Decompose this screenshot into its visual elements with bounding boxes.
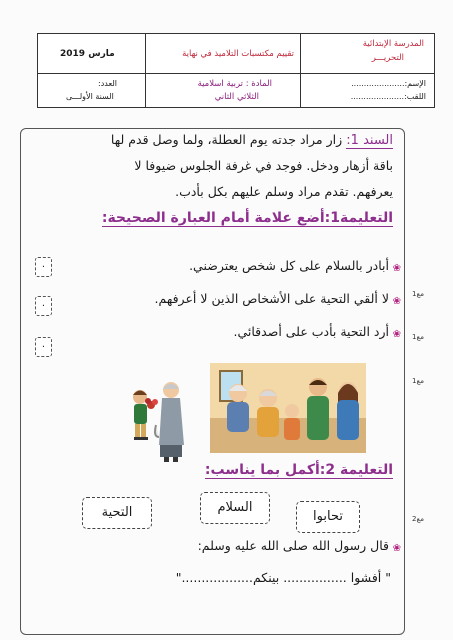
grade-mark-1: مع1 [412,290,424,298]
exam-title: تقييم مكتسبات التلاميذ في نهاية [182,49,294,59]
father-figure [307,378,329,440]
school-name: المدرسة الإبتدائية [362,39,424,49]
header-divider [300,34,301,107]
grade-mark-4: مع2 [412,515,424,523]
flower-bullet-icon: ❀ [392,329,401,340]
term-label: الثلاثي الثاني [214,92,259,102]
surname-field[interactable]: اللقب:..................... [350,92,426,101]
header-divider [145,34,146,107]
family-illustration [210,363,366,453]
year-label: السنة الأولـــى [66,92,114,101]
number-label: العدد: [98,79,117,88]
grandmother-dress [159,398,184,445]
boy-shirt [134,404,147,424]
grandmother-figure [257,389,279,437]
answer-box-3[interactable]: . [35,337,52,357]
child-figure [284,404,300,440]
instruction-2-title: التعليمة 2:أكمل بما يناسب: [204,462,393,478]
statement-3: أرد التحية بأدب على أصدقائي. [233,324,389,339]
word-box-tahabbu[interactable]: تحابوا [296,501,360,533]
statement-1: أبادر بالسلام على كل شخص يعترضني. [189,258,389,273]
answer-box-2[interactable]: . [35,296,52,316]
text-line-3: يعرفهم. تقدم مراد وسلم عليهم بكل بأدب. [175,184,393,199]
text-line-1-content: زار مراد جدته يوم العطلة، ولما وصل قدم لها [110,132,343,147]
statement-2: لا ألقي التحية على الأشخاص الذين لا أعرفهم. [154,291,389,306]
instruction-1-title: التعليمة1:أضع علامة أمام العبارة الصحيحة: [101,210,393,226]
hadith-fill-blank[interactable]: " أفشوا ................ بينكم.................." [175,570,391,585]
grade-mark-2: مع1 [412,333,424,341]
flower-bullet-icon: ❀ [392,543,401,554]
flower-bullet-icon: ❀ [392,263,401,274]
boy-grandmother-illustration [126,375,192,465]
editor-label: التحريـــر [371,53,404,63]
header-table [37,33,435,108]
text-line-2: باقة أزهار ودخل. فوجد في غرفة الجلوس ضيوفا لا [134,158,393,173]
grade-mark-3: مع1 [412,377,424,385]
mother-figure [337,382,359,440]
answer-box-1[interactable]: . [35,257,52,277]
name-field[interactable]: الإسم:..................... [351,79,426,88]
exam-date: مارس 2019 [60,49,115,59]
grandfather-figure [227,384,249,432]
text-section-label: السند 1: [346,133,393,148]
word-box-salam[interactable]: السلام [200,492,270,524]
subject-label: المادة : تربية اسلامية [197,79,272,89]
header-row-divider [38,73,434,74]
text-line-1 [111,132,393,148]
word-box-tahiyya[interactable]: التحية [82,497,152,529]
flower-bullet-icon: ❀ [392,296,401,307]
hadith-intro: قال رسول الله صلى الله عليه وسلم: [197,538,389,553]
